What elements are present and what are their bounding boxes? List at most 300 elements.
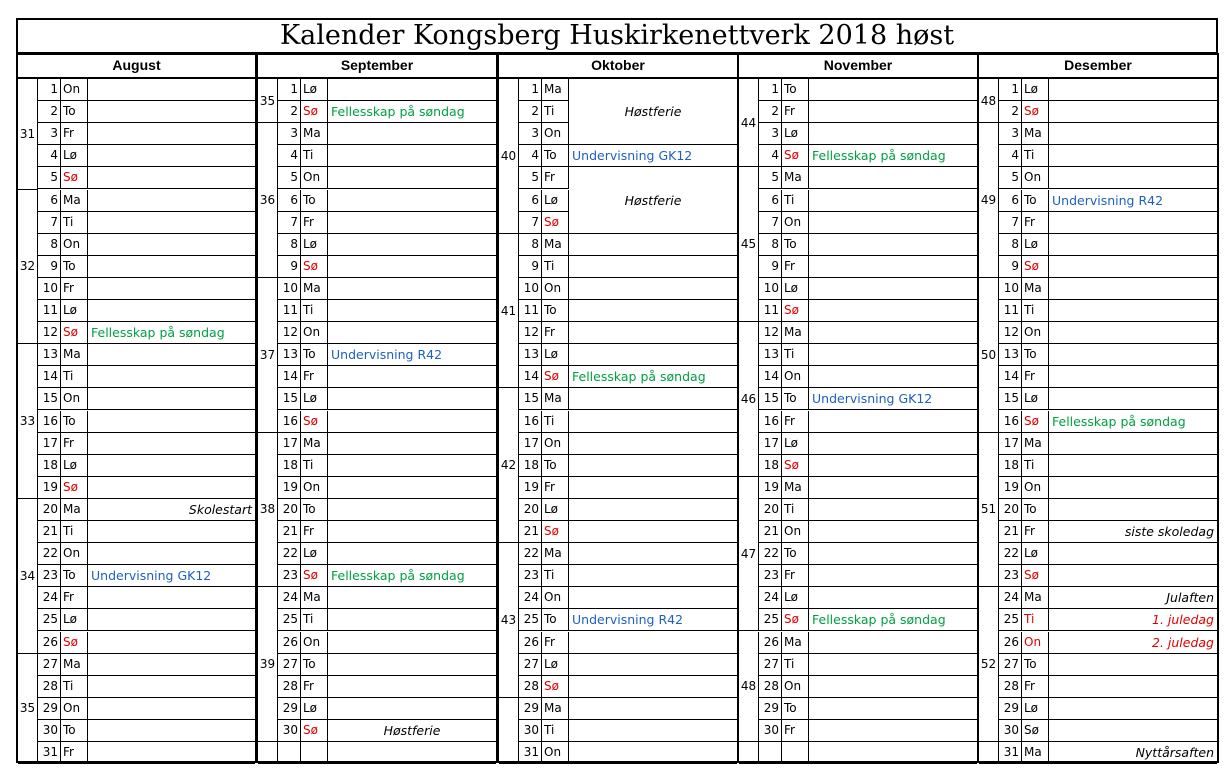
weekday-name: Sø bbox=[1022, 565, 1049, 587]
weekday-name: Fr bbox=[1022, 676, 1049, 698]
weekday-name: Sø bbox=[782, 455, 809, 477]
event-note bbox=[1049, 698, 1217, 720]
weekday-name: Fr bbox=[1022, 212, 1049, 234]
month-column-oktober bbox=[498, 53, 739, 763]
weekday-name: Ma bbox=[301, 433, 328, 455]
day-number: 29 bbox=[759, 698, 782, 720]
day-number: 8 bbox=[519, 234, 542, 256]
weekday-name: Fr bbox=[301, 676, 328, 698]
day-number: 7 bbox=[38, 212, 61, 234]
day-number: 1 bbox=[278, 79, 301, 101]
weekday-name: Sø bbox=[1022, 101, 1049, 123]
weekday-name: Ma bbox=[301, 123, 328, 145]
weekday-name: Sø bbox=[782, 609, 809, 631]
event-note bbox=[1049, 167, 1217, 189]
weekday-name: Lø bbox=[1022, 79, 1049, 101]
weekday-name: To bbox=[782, 79, 809, 101]
event-note bbox=[88, 212, 255, 234]
day-number: 15 bbox=[519, 388, 542, 410]
event-note bbox=[809, 676, 977, 698]
weekday-name: Fr bbox=[61, 123, 88, 145]
day-number: 13 bbox=[999, 344, 1022, 366]
day-number: 30 bbox=[519, 720, 542, 742]
day-number: 2 bbox=[519, 101, 542, 123]
event-note bbox=[569, 698, 737, 720]
day-number: 4 bbox=[519, 145, 542, 167]
day-number: 11 bbox=[38, 300, 61, 322]
day-number: 27 bbox=[999, 654, 1022, 676]
weekday-name: Lø bbox=[301, 79, 328, 101]
weekday-name: Ma bbox=[782, 632, 809, 654]
day-number: 21 bbox=[38, 521, 61, 543]
event-note: Undervisning GK12 bbox=[88, 565, 255, 587]
day-number: 25 bbox=[999, 609, 1022, 631]
event-note bbox=[328, 212, 496, 234]
event-note bbox=[1049, 366, 1217, 388]
event-note bbox=[569, 654, 737, 676]
event-note bbox=[1049, 322, 1217, 344]
day-number: 20 bbox=[519, 499, 542, 521]
event-note bbox=[1049, 499, 1217, 521]
day-number: 10 bbox=[278, 278, 301, 300]
weekday-name: Ti bbox=[542, 411, 569, 433]
day-number: 3 bbox=[999, 123, 1022, 145]
day-number: 1 bbox=[759, 79, 782, 101]
month-column-november bbox=[738, 53, 979, 763]
day-number: 14 bbox=[519, 366, 542, 388]
weekday-name: Lø bbox=[782, 278, 809, 300]
day-number: 28 bbox=[278, 676, 301, 698]
day-number: 15 bbox=[278, 388, 301, 410]
event-note: Fellesskap på søndag bbox=[88, 322, 255, 344]
day-number: 9 bbox=[278, 256, 301, 278]
day-number: 9 bbox=[519, 256, 542, 278]
event-note bbox=[569, 477, 737, 499]
event-note bbox=[809, 212, 977, 234]
day-number: 30 bbox=[278, 720, 301, 742]
day-number: 21 bbox=[519, 521, 542, 543]
weekday-name: To bbox=[301, 654, 328, 676]
weekday-name: Ti bbox=[61, 521, 88, 543]
weekday-name: To bbox=[1022, 190, 1049, 212]
day-number: 18 bbox=[759, 455, 782, 477]
event-note bbox=[809, 521, 977, 543]
weekday-name: Fr bbox=[61, 742, 88, 764]
weekday-name: Ma bbox=[542, 388, 569, 410]
day-number: 18 bbox=[999, 455, 1022, 477]
day-number: 30 bbox=[759, 720, 782, 742]
day-number: 9 bbox=[38, 256, 61, 278]
event-note bbox=[809, 587, 977, 609]
weekday-name: Sø bbox=[301, 565, 328, 587]
weekday-name: Ti bbox=[301, 145, 328, 167]
event-note: Fellesskap på søndag bbox=[1049, 411, 1217, 433]
event-note bbox=[1049, 234, 1217, 256]
day-number: 12 bbox=[519, 322, 542, 344]
weekday-name: Lø bbox=[542, 190, 569, 212]
weekday-name: On bbox=[1022, 167, 1049, 189]
event-note bbox=[88, 720, 255, 742]
day-number: 5 bbox=[38, 167, 61, 189]
month-header: November bbox=[739, 55, 977, 79]
weekday-name: To bbox=[542, 145, 569, 167]
week-number: 32 bbox=[18, 190, 38, 345]
event-note bbox=[88, 654, 255, 676]
event-note bbox=[1049, 433, 1217, 455]
day-number: 27 bbox=[278, 654, 301, 676]
weekday-name: Ma bbox=[782, 322, 809, 344]
day-number: 18 bbox=[519, 455, 542, 477]
event-note: Skolestart bbox=[88, 499, 255, 521]
day-number: 26 bbox=[759, 632, 782, 654]
day-number: 13 bbox=[759, 344, 782, 366]
event-note bbox=[88, 190, 255, 212]
weekday-name: To bbox=[782, 234, 809, 256]
weekday-name: Fr bbox=[782, 101, 809, 123]
event-note: Undervisning R42 bbox=[328, 344, 496, 366]
weekday-name: Ma bbox=[1022, 587, 1049, 609]
weekday-name: To bbox=[1022, 654, 1049, 676]
weekday-name: Lø bbox=[1022, 388, 1049, 410]
day-number: 6 bbox=[759, 190, 782, 212]
day-number: 25 bbox=[519, 609, 542, 631]
weekday-name: On bbox=[61, 543, 88, 565]
event-note bbox=[569, 411, 737, 433]
day-number: 6 bbox=[38, 190, 61, 212]
day-number: 16 bbox=[999, 411, 1022, 433]
day-number: 22 bbox=[999, 543, 1022, 565]
weekday-name: Sø bbox=[542, 212, 569, 234]
weekday-name: To bbox=[61, 720, 88, 742]
event-note bbox=[809, 300, 977, 322]
weekday-name: Lø bbox=[1022, 234, 1049, 256]
weekday-name: Ma bbox=[61, 654, 88, 676]
day-number: 14 bbox=[759, 366, 782, 388]
event-note bbox=[88, 742, 255, 764]
event-note bbox=[1049, 256, 1217, 278]
weekday-name: To bbox=[782, 698, 809, 720]
week-number: 39 bbox=[258, 587, 278, 742]
event-note bbox=[328, 521, 496, 543]
day-number: 10 bbox=[759, 278, 782, 300]
event-note bbox=[328, 742, 496, 764]
weekday-name: Fr bbox=[782, 411, 809, 433]
day-number: 7 bbox=[519, 212, 542, 234]
weekday-name: To bbox=[542, 300, 569, 322]
weekday-name: To bbox=[61, 101, 88, 123]
day-number: 26 bbox=[38, 632, 61, 654]
weekday-name: Ma bbox=[1022, 123, 1049, 145]
day-number: 13 bbox=[519, 344, 542, 366]
weekday-name: Lø bbox=[1022, 698, 1049, 720]
day-number: 12 bbox=[38, 322, 61, 344]
event-note bbox=[809, 654, 977, 676]
day-number: 23 bbox=[519, 565, 542, 587]
event-note bbox=[809, 720, 977, 742]
day-number: 13 bbox=[38, 344, 61, 366]
day-number: 1 bbox=[999, 79, 1022, 101]
weekday-name: Lø bbox=[61, 145, 88, 167]
weekday-name: To bbox=[61, 411, 88, 433]
day-number: 11 bbox=[519, 300, 542, 322]
day-number: 7 bbox=[999, 212, 1022, 234]
day-number: 21 bbox=[759, 521, 782, 543]
day-number: 29 bbox=[38, 698, 61, 720]
day-number: 5 bbox=[278, 167, 301, 189]
event-note bbox=[88, 79, 255, 101]
day-number: 4 bbox=[999, 145, 1022, 167]
day-number: 12 bbox=[759, 322, 782, 344]
day-number: 24 bbox=[38, 587, 61, 609]
weekday-name: Ma bbox=[542, 234, 569, 256]
weekday-name: Fr bbox=[782, 256, 809, 278]
week-number: 35 bbox=[18, 654, 38, 765]
weekday-name: Ma bbox=[782, 477, 809, 499]
day-number: 18 bbox=[38, 455, 61, 477]
calendar-title: Kalender Kongsberg Huskirkenettverk 2018 høst bbox=[16, 18, 1218, 54]
weekday-name: Ti bbox=[542, 565, 569, 587]
event-note bbox=[1049, 344, 1217, 366]
weekday-name: Fr bbox=[61, 587, 88, 609]
week-number: 52 bbox=[979, 587, 999, 742]
event-note bbox=[1049, 101, 1217, 123]
event-note bbox=[88, 676, 255, 698]
day-number: 24 bbox=[999, 587, 1022, 609]
weekday-name: Lø bbox=[61, 300, 88, 322]
event-note bbox=[88, 145, 255, 167]
event-note bbox=[809, 344, 977, 366]
day-number: 27 bbox=[519, 654, 542, 676]
event-note bbox=[809, 278, 977, 300]
day-number: 27 bbox=[38, 654, 61, 676]
event-note bbox=[1049, 212, 1217, 234]
event-note bbox=[569, 322, 737, 344]
event-note bbox=[569, 256, 737, 278]
weekday-name: On bbox=[61, 234, 88, 256]
event-note bbox=[88, 587, 255, 609]
event-note bbox=[809, 742, 977, 764]
event-note bbox=[1049, 278, 1217, 300]
day-number: 24 bbox=[519, 587, 542, 609]
month-column-august bbox=[16, 53, 257, 763]
day-number bbox=[278, 742, 301, 764]
day-number: 16 bbox=[278, 411, 301, 433]
day-number: 12 bbox=[999, 322, 1022, 344]
weekday-name: On bbox=[542, 433, 569, 455]
day-number: 4 bbox=[38, 145, 61, 167]
day-number: 22 bbox=[759, 543, 782, 565]
day-number: 29 bbox=[278, 698, 301, 720]
event-note bbox=[328, 609, 496, 631]
weekday-name: Sø bbox=[61, 167, 88, 189]
weekday-name: Ti bbox=[542, 256, 569, 278]
day-number: 13 bbox=[278, 344, 301, 366]
event-note bbox=[569, 742, 737, 764]
event-note: 2. juledag bbox=[1049, 632, 1217, 654]
day-number: 31 bbox=[519, 742, 542, 764]
weekday-name: Sø bbox=[61, 477, 88, 499]
weekday-name: On bbox=[1022, 322, 1049, 344]
event-note bbox=[1049, 676, 1217, 698]
event-note bbox=[1049, 654, 1217, 676]
weekday-name: Lø bbox=[1022, 543, 1049, 565]
weekday-name: Sø bbox=[301, 256, 328, 278]
day-number: 20 bbox=[278, 499, 301, 521]
day-number: 11 bbox=[999, 300, 1022, 322]
event-note bbox=[569, 676, 737, 698]
event-note bbox=[809, 167, 977, 189]
weekday-name: Sø bbox=[542, 366, 569, 388]
day-number: 10 bbox=[999, 278, 1022, 300]
weekday-name: On bbox=[1022, 632, 1049, 654]
month-header: Oktober bbox=[499, 55, 737, 79]
weekday-name: Fr bbox=[1022, 521, 1049, 543]
event-note bbox=[1049, 388, 1217, 410]
weekday-name: Sø bbox=[1022, 411, 1049, 433]
day-number: 16 bbox=[519, 411, 542, 433]
event-note bbox=[88, 543, 255, 565]
event-note bbox=[88, 477, 255, 499]
event-note bbox=[809, 543, 977, 565]
event-note bbox=[809, 190, 977, 212]
month-header: August bbox=[18, 55, 255, 79]
weekday-name: Ti bbox=[1022, 455, 1049, 477]
event-note bbox=[88, 388, 255, 410]
event-note bbox=[809, 411, 977, 433]
event-note bbox=[88, 344, 255, 366]
day-number: 4 bbox=[278, 145, 301, 167]
event-note: Undervisning GK12 bbox=[569, 145, 737, 167]
weekday-name: Fr bbox=[301, 521, 328, 543]
day-number: 24 bbox=[278, 587, 301, 609]
day-number: 27 bbox=[759, 654, 782, 676]
day-number: 3 bbox=[519, 123, 542, 145]
event-note: Fellesskap på søndag bbox=[328, 565, 496, 587]
day-number: 21 bbox=[999, 521, 1022, 543]
event-note bbox=[809, 256, 977, 278]
weekday-name: On bbox=[542, 278, 569, 300]
weekday-name: Ma bbox=[301, 278, 328, 300]
event-note: Undervisning R42 bbox=[1049, 190, 1217, 212]
weekday-name: Fr bbox=[782, 565, 809, 587]
weekday-name: To bbox=[542, 455, 569, 477]
event-note bbox=[569, 455, 737, 477]
weekday-name: Sø bbox=[782, 145, 809, 167]
day-number: 1 bbox=[38, 79, 61, 101]
weekday-name: Sø bbox=[1022, 720, 1049, 742]
weekday-name: On bbox=[542, 123, 569, 145]
month-header: Desember bbox=[979, 55, 1217, 79]
day-number: 3 bbox=[278, 123, 301, 145]
event-note bbox=[809, 366, 977, 388]
weekday-name: Ti bbox=[301, 609, 328, 631]
weekday-name: Ti bbox=[782, 499, 809, 521]
weekday-name: Ti bbox=[1022, 609, 1049, 631]
event-note bbox=[88, 366, 255, 388]
weekday-name: Ma bbox=[61, 344, 88, 366]
day-number: 6 bbox=[999, 190, 1022, 212]
weekday-name: On bbox=[61, 79, 88, 101]
day-number: 3 bbox=[759, 123, 782, 145]
weekday-name: Fr bbox=[782, 720, 809, 742]
week-number: 50 bbox=[979, 278, 999, 433]
event-note bbox=[328, 256, 496, 278]
event-note bbox=[328, 79, 496, 101]
weekday-name: Lø bbox=[542, 499, 569, 521]
weekday-name: Ti bbox=[301, 455, 328, 477]
event-note: Nyttårsaften bbox=[1049, 742, 1217, 764]
event-note bbox=[328, 234, 496, 256]
weekday-name: Fr bbox=[301, 212, 328, 234]
event-note bbox=[328, 145, 496, 167]
day-number bbox=[759, 742, 782, 764]
event-note bbox=[569, 499, 737, 521]
day-number: 2 bbox=[38, 101, 61, 123]
event-note: Fellesskap på søndag bbox=[809, 145, 977, 167]
day-number: 23 bbox=[278, 565, 301, 587]
day-number: 8 bbox=[759, 234, 782, 256]
day-number: 26 bbox=[278, 632, 301, 654]
event-note bbox=[328, 587, 496, 609]
weekday-name: Ma bbox=[542, 698, 569, 720]
event-note bbox=[88, 455, 255, 477]
day-number: 22 bbox=[519, 543, 542, 565]
event-note: Julaften bbox=[1049, 587, 1217, 609]
day-number: 17 bbox=[278, 433, 301, 455]
week-number: 38 bbox=[258, 433, 278, 588]
week-number: 49 bbox=[979, 123, 999, 278]
weekday-name: On bbox=[61, 388, 88, 410]
weekday-name bbox=[301, 742, 328, 764]
weekday-name: Ti bbox=[782, 654, 809, 676]
event-note bbox=[569, 587, 737, 609]
month-column-desember bbox=[978, 53, 1219, 763]
event-note bbox=[1049, 455, 1217, 477]
week-number: 37 bbox=[258, 278, 278, 433]
week-number: 45 bbox=[739, 167, 759, 322]
day-number: 1 bbox=[519, 79, 542, 101]
event-note bbox=[88, 278, 255, 300]
event-note bbox=[88, 411, 255, 433]
week-number: 42 bbox=[499, 388, 519, 543]
day-number: 31 bbox=[999, 742, 1022, 764]
day-number: 5 bbox=[999, 167, 1022, 189]
event-note bbox=[328, 477, 496, 499]
weekday-name: Lø bbox=[542, 654, 569, 676]
weekday-name: Sø bbox=[61, 322, 88, 344]
day-number: 23 bbox=[759, 565, 782, 587]
event-note bbox=[328, 676, 496, 698]
day-number: 12 bbox=[278, 322, 301, 344]
event-note bbox=[1049, 477, 1217, 499]
day-number: 15 bbox=[999, 388, 1022, 410]
event-note bbox=[328, 366, 496, 388]
day-number: 19 bbox=[38, 477, 61, 499]
day-number: 4 bbox=[759, 145, 782, 167]
day-number: 30 bbox=[999, 720, 1022, 742]
event-note bbox=[809, 123, 977, 145]
event-note bbox=[88, 167, 255, 189]
weekday-name: To bbox=[301, 344, 328, 366]
day-number: 7 bbox=[278, 212, 301, 234]
weekday-name: To bbox=[1022, 499, 1049, 521]
event-note bbox=[809, 234, 977, 256]
event-note bbox=[328, 543, 496, 565]
weekday-name: To bbox=[61, 565, 88, 587]
weekday-name: On bbox=[782, 366, 809, 388]
day-number: 22 bbox=[38, 543, 61, 565]
event-note bbox=[569, 433, 737, 455]
